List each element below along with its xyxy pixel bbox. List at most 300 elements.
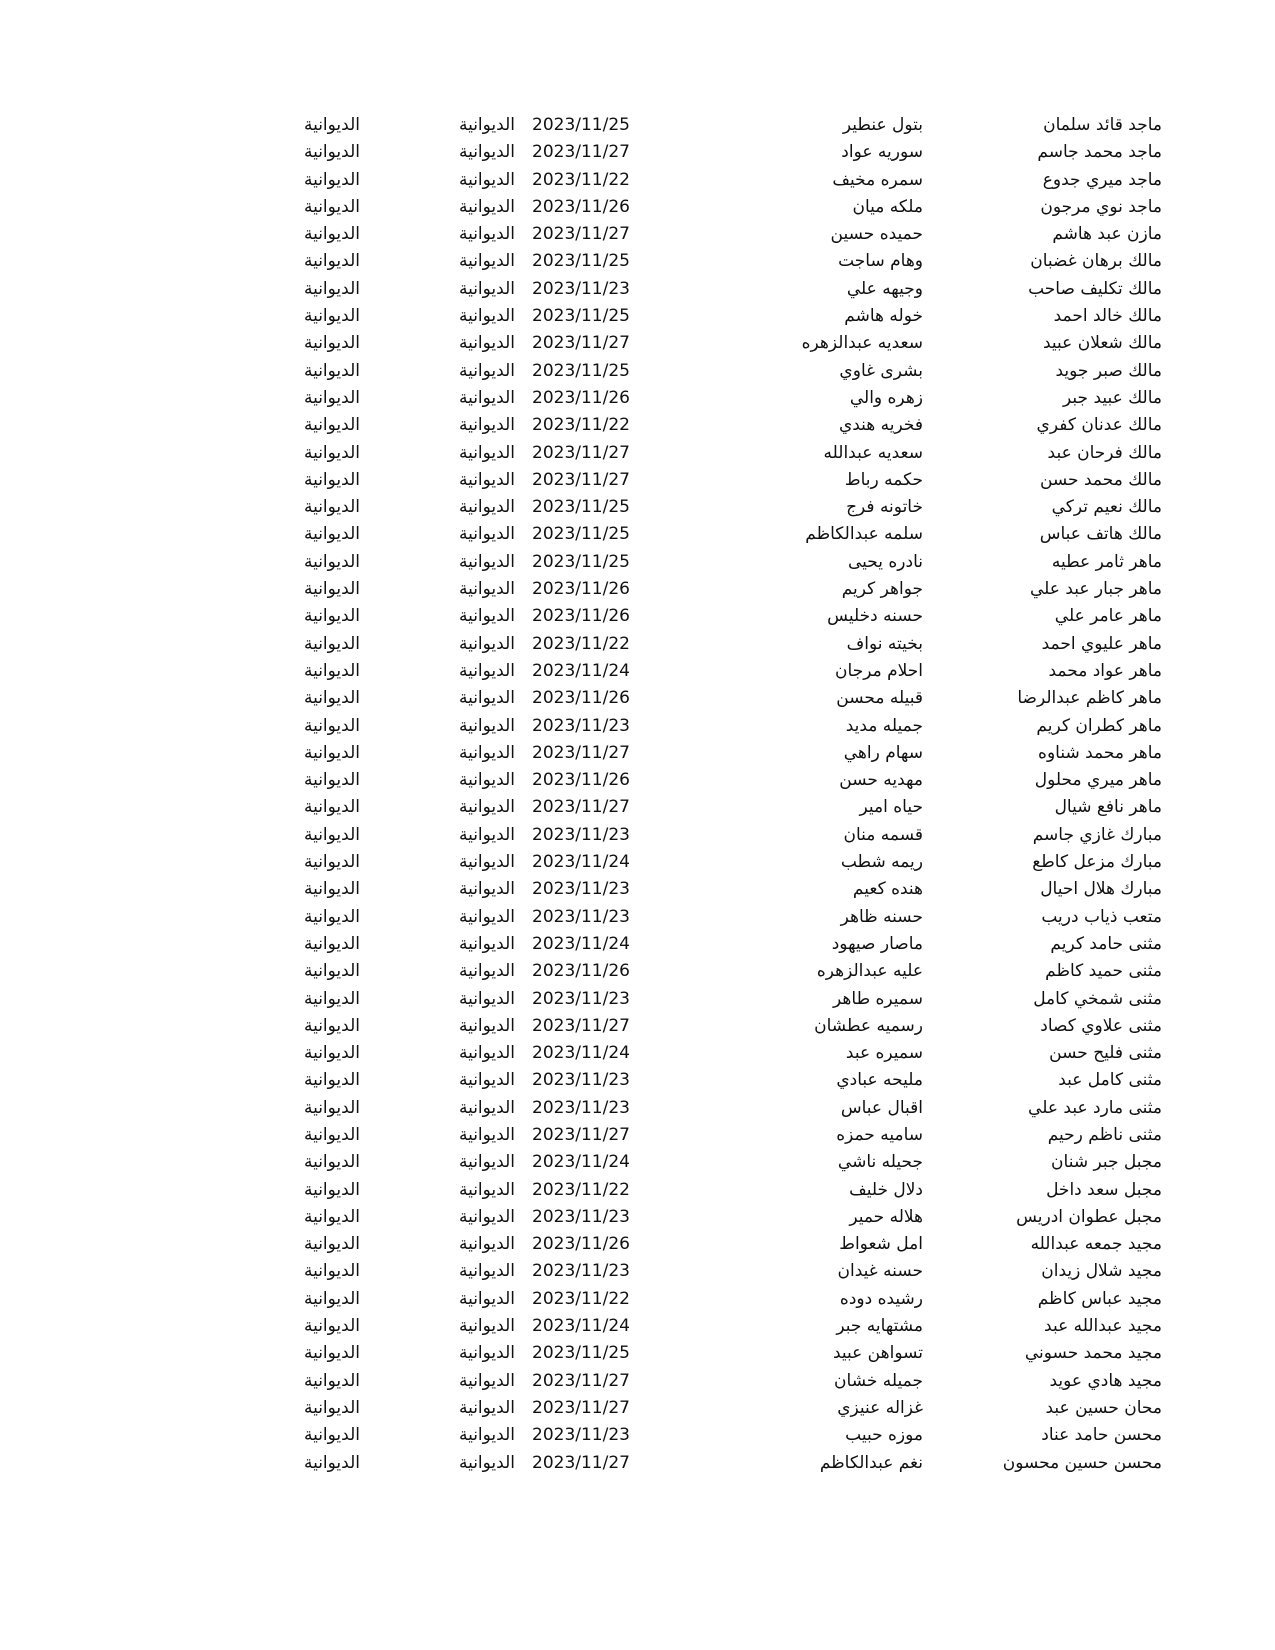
place-value-primary: الديوانية bbox=[458, 715, 515, 736]
place-value-secondary: الديوانية bbox=[303, 497, 360, 518]
place-value-secondary: الديوانية bbox=[303, 1370, 360, 1391]
mother-name: حسنه غيدان bbox=[837, 1261, 923, 1282]
place-value-secondary: الديوانية bbox=[303, 415, 360, 436]
mother-name: اقبال عباس bbox=[840, 1097, 923, 1118]
date-value: 2023/11/25 bbox=[532, 524, 630, 545]
date-value: 2023/11/25 bbox=[532, 306, 630, 327]
table-row bbox=[0, 248, 1275, 275]
mother-name: سميره طاهر bbox=[833, 988, 923, 1009]
table-row bbox=[0, 931, 1275, 958]
date-value: 2023/11/23 bbox=[532, 1206, 630, 1227]
person-name: ماجد نوي مرجون bbox=[1040, 196, 1162, 217]
place-value-secondary: الديوانية bbox=[303, 1452, 360, 1473]
person-name: ماهر عليوي احمد bbox=[1041, 633, 1162, 654]
date-value: 2023/11/22 bbox=[532, 1179, 630, 1200]
person-name: متعب ذياب دريب bbox=[1041, 906, 1162, 927]
mother-name: دلال خليف bbox=[849, 1179, 923, 1200]
place-value-primary: الديوانية bbox=[458, 551, 515, 572]
date-value: 2023/11/27 bbox=[532, 1397, 630, 1418]
date-value: 2023/11/23 bbox=[532, 715, 630, 736]
person-name: ماهر ميري محلول bbox=[1034, 770, 1162, 791]
place-value-primary: الديوانية bbox=[458, 224, 515, 245]
mother-name: سعديه عبدالله bbox=[823, 442, 923, 463]
table-row bbox=[0, 904, 1275, 931]
table-row bbox=[0, 221, 1275, 248]
place-value-secondary: الديوانية bbox=[303, 442, 360, 463]
date-value: 2023/11/27 bbox=[532, 142, 630, 163]
place-value-secondary: الديوانية bbox=[303, 1288, 360, 1309]
place-value-secondary: الديوانية bbox=[303, 1097, 360, 1118]
place-value-primary: الديوانية bbox=[458, 524, 515, 545]
person-name: مثنى حامد كريم bbox=[1050, 933, 1162, 954]
place-value-secondary: الديوانية bbox=[303, 988, 360, 1009]
person-name: ماهر ثامر عطيه bbox=[1051, 551, 1162, 572]
table-row bbox=[0, 1067, 1275, 1094]
table-row bbox=[0, 1204, 1275, 1231]
mother-name: ماصار صيهود bbox=[831, 933, 923, 954]
place-value-secondary: الديوانية bbox=[303, 251, 360, 272]
place-value-primary: الديوانية bbox=[458, 1152, 515, 1173]
place-value-primary: الديوانية bbox=[458, 115, 515, 135]
mother-name: بخيته نواف bbox=[846, 633, 923, 654]
place-value-secondary: الديوانية bbox=[303, 1152, 360, 1173]
person-name: مبارك مزعل كاطع bbox=[1032, 852, 1162, 873]
mother-name: وجيهه علي bbox=[846, 278, 923, 299]
mother-name: وهام ساجت bbox=[838, 251, 923, 272]
place-value-primary: الديوانية bbox=[458, 1234, 515, 1255]
table-row bbox=[0, 1340, 1275, 1367]
table-row bbox=[0, 1040, 1275, 1067]
person-name: مالك خالد احمد bbox=[1053, 306, 1162, 327]
person-name: محسن حسين محسون bbox=[1002, 1452, 1162, 1473]
person-name: مجيد جمعه عبدالله bbox=[1030, 1234, 1162, 1255]
mother-name: حسنه دخليس bbox=[827, 606, 923, 627]
mother-name: ريمه شطب bbox=[840, 852, 923, 873]
person-name: ماهر محمد شناوه bbox=[1038, 742, 1162, 763]
place-value-primary: الديوانية bbox=[458, 1316, 515, 1337]
place-value-primary: الديوانية bbox=[458, 333, 515, 354]
mother-name: جميله خشان bbox=[834, 1370, 923, 1391]
place-value-secondary: الديوانية bbox=[303, 715, 360, 736]
table-row bbox=[0, 549, 1275, 576]
place-value-secondary: الديوانية bbox=[303, 1343, 360, 1364]
person-name: مالك عبيد جبر bbox=[1063, 387, 1162, 408]
date-value: 2023/11/24 bbox=[532, 1152, 630, 1173]
place-value-primary: الديوانية bbox=[458, 633, 515, 654]
date-value: 2023/11/23 bbox=[532, 1425, 630, 1446]
person-name: ماجد ميري جدوع bbox=[1042, 169, 1162, 190]
place-value-secondary: الديوانية bbox=[303, 387, 360, 408]
place-value-secondary: الديوانية bbox=[303, 360, 360, 381]
person-name: مثنى فليح حسن bbox=[1049, 1043, 1162, 1064]
person-name: مجيد عبدالله عبد bbox=[1044, 1316, 1162, 1337]
table-row bbox=[0, 1149, 1275, 1176]
table-row bbox=[0, 631, 1275, 658]
person-name: مجبل سعد داخل bbox=[1046, 1179, 1162, 1200]
place-value-secondary: الديوانية bbox=[303, 278, 360, 299]
mother-name: جحيله ناشي bbox=[837, 1152, 923, 1173]
date-value: 2023/11/27 bbox=[532, 1015, 630, 1036]
table-row bbox=[0, 849, 1275, 876]
date-value: 2023/11/27 bbox=[532, 224, 630, 245]
place-value-secondary: الديوانية bbox=[303, 469, 360, 490]
place-value-secondary: الديوانية bbox=[303, 1015, 360, 1036]
table-row bbox=[0, 603, 1275, 630]
place-value-primary: الديوانية bbox=[458, 251, 515, 272]
table-row bbox=[0, 139, 1275, 166]
table-row bbox=[0, 958, 1275, 985]
place-value-secondary: الديوانية bbox=[303, 879, 360, 900]
place-value-secondary: الديوانية bbox=[303, 169, 360, 190]
place-value-primary: الديوانية bbox=[458, 169, 515, 190]
date-value: 2023/11/24 bbox=[532, 852, 630, 873]
mother-name: ساميه حمزه bbox=[836, 1124, 923, 1145]
person-name: ماجد محمد جاسم bbox=[1037, 142, 1162, 163]
records-list bbox=[0, 112, 1275, 1477]
mother-name: نادره يحيى bbox=[847, 551, 923, 572]
date-value: 2023/11/27 bbox=[532, 742, 630, 763]
place-value-primary: الديوانية bbox=[458, 770, 515, 791]
place-value-secondary: الديوانية bbox=[303, 824, 360, 845]
date-value: 2023/11/26 bbox=[532, 961, 630, 982]
table-row bbox=[0, 276, 1275, 303]
mother-name: غزاله عنيزي bbox=[837, 1397, 923, 1418]
person-name: مالك نعيم تركي bbox=[1051, 497, 1162, 518]
place-value-primary: الديوانية bbox=[458, 606, 515, 627]
person-name: مثنى علاوي كصاد bbox=[1040, 1015, 1162, 1036]
date-value: 2023/11/25 bbox=[532, 360, 630, 381]
place-value-primary: الديوانية bbox=[458, 1425, 515, 1446]
place-value-primary: الديوانية bbox=[458, 1043, 515, 1064]
person-name: مثنى حميد كاظم bbox=[1045, 961, 1162, 982]
date-value: 2023/11/24 bbox=[532, 660, 630, 681]
date-value: 2023/11/23 bbox=[532, 1070, 630, 1091]
date-value: 2023/11/26 bbox=[532, 1234, 630, 1255]
mother-name: جواهر كريم bbox=[841, 579, 923, 600]
person-name: مالك محمد حسن bbox=[1039, 469, 1162, 490]
mother-name: خوله هاشم bbox=[844, 306, 923, 327]
mother-name: هنده كعيم bbox=[852, 879, 923, 900]
date-value: 2023/11/26 bbox=[532, 579, 630, 600]
table-row bbox=[0, 1286, 1275, 1313]
person-name: مالك هاتف عباس bbox=[1039, 524, 1162, 545]
person-name: مثنى شمخي كامل bbox=[1033, 988, 1162, 1009]
table-row bbox=[0, 1095, 1275, 1122]
place-value-primary: الديوانية bbox=[458, 1397, 515, 1418]
place-value-secondary: الديوانية bbox=[303, 797, 360, 818]
table-row bbox=[0, 822, 1275, 849]
table-row bbox=[0, 303, 1275, 330]
date-value: 2023/11/25 bbox=[532, 115, 630, 135]
table-row bbox=[0, 576, 1275, 603]
place-value-primary: الديوانية bbox=[458, 797, 515, 818]
place-value-secondary: الديوانية bbox=[303, 196, 360, 217]
mother-name: سميره عبد bbox=[845, 1043, 923, 1064]
place-value-secondary: الديوانية bbox=[303, 142, 360, 163]
mother-name: سمره مخيف bbox=[832, 169, 923, 190]
date-value: 2023/11/27 bbox=[532, 1124, 630, 1145]
table-row bbox=[0, 767, 1275, 794]
date-value: 2023/11/22 bbox=[532, 1288, 630, 1309]
date-value: 2023/11/23 bbox=[532, 1097, 630, 1118]
person-name: مبارك هلال احيال bbox=[1040, 879, 1162, 900]
mother-name: خاتونه فرج bbox=[846, 497, 923, 518]
place-value-secondary: الديوانية bbox=[303, 688, 360, 709]
place-value-secondary: الديوانية bbox=[303, 1397, 360, 1418]
date-value: 2023/11/25 bbox=[532, 551, 630, 572]
table-row bbox=[0, 986, 1275, 1013]
table-row bbox=[0, 494, 1275, 521]
mother-name: بتول عنطير bbox=[842, 115, 923, 135]
mother-name: هلاله حمير bbox=[849, 1206, 923, 1227]
place-value-secondary: الديوانية bbox=[303, 1043, 360, 1064]
date-value: 2023/11/23 bbox=[532, 1261, 630, 1282]
mother-name: سلمه عبدالكاظم bbox=[805, 524, 923, 545]
mother-name: ملكه ميان bbox=[852, 196, 923, 217]
place-value-primary: الديوانية bbox=[458, 852, 515, 873]
table-row bbox=[0, 194, 1275, 221]
mother-name: سعديه عبدالزهره bbox=[801, 333, 923, 354]
person-name: مثنى كامل عبد bbox=[1058, 1070, 1162, 1091]
place-value-primary: الديوانية bbox=[458, 497, 515, 518]
place-value-secondary: الديوانية bbox=[303, 742, 360, 763]
table-row bbox=[0, 794, 1275, 821]
person-name: مبارك غازي جاسم bbox=[1032, 824, 1162, 845]
place-value-primary: الديوانية bbox=[458, 1343, 515, 1364]
place-value-primary: الديوانية bbox=[458, 1452, 515, 1473]
place-value-secondary: الديوانية bbox=[303, 1261, 360, 1282]
place-value-primary: الديوانية bbox=[458, 387, 515, 408]
date-value: 2023/11/24 bbox=[532, 933, 630, 954]
place-value-primary: الديوانية bbox=[458, 306, 515, 327]
person-name: مازن عبد هاشم bbox=[1052, 224, 1162, 245]
person-name: مالك صبر جويد bbox=[1055, 360, 1162, 381]
mother-name: مهديه حسن bbox=[839, 770, 923, 791]
date-value: 2023/11/25 bbox=[532, 251, 630, 272]
place-value-primary: الديوانية bbox=[458, 142, 515, 163]
place-value-secondary: الديوانية bbox=[303, 633, 360, 654]
date-value: 2023/11/27 bbox=[532, 442, 630, 463]
place-value-primary: الديوانية bbox=[458, 1179, 515, 1200]
mother-name: رسميه عطشان bbox=[814, 1015, 923, 1036]
table-row bbox=[0, 713, 1275, 740]
place-value-primary: الديوانية bbox=[458, 415, 515, 436]
mother-name: عليه عبدالزهره bbox=[816, 961, 923, 982]
person-name: محان حسين عبد bbox=[1045, 1397, 1162, 1418]
mother-name: بشرى غاوي bbox=[839, 360, 923, 381]
date-value: 2023/11/22 bbox=[532, 415, 630, 436]
place-value-primary: الديوانية bbox=[458, 1288, 515, 1309]
mother-name: موزه حبيب bbox=[845, 1425, 923, 1446]
date-value: 2023/11/23 bbox=[532, 988, 630, 1009]
person-name: ماهر عواد محمد bbox=[1048, 660, 1162, 681]
place-value-secondary: الديوانية bbox=[303, 579, 360, 600]
date-value: 2023/11/26 bbox=[532, 196, 630, 217]
place-value-secondary: الديوانية bbox=[303, 906, 360, 927]
date-value: 2023/11/27 bbox=[532, 1452, 630, 1473]
person-name: محسن حامد عناد bbox=[1041, 1425, 1162, 1446]
place-value-secondary: الديوانية bbox=[303, 852, 360, 873]
date-value: 2023/11/23 bbox=[532, 879, 630, 900]
table-row bbox=[0, 167, 1275, 194]
person-name: مجيد عباس كاظم bbox=[1037, 1288, 1162, 1309]
table-row bbox=[0, 1177, 1275, 1204]
date-value: 2023/11/25 bbox=[532, 1343, 630, 1364]
date-value: 2023/11/25 bbox=[532, 497, 630, 518]
date-value: 2023/11/24 bbox=[532, 1043, 630, 1064]
person-name: مجبل جبر شنان bbox=[1051, 1152, 1162, 1173]
date-value: 2023/11/26 bbox=[532, 770, 630, 791]
date-value: 2023/11/26 bbox=[532, 606, 630, 627]
place-value-primary: الديوانية bbox=[458, 906, 515, 927]
person-name: ماهر جبار عبد علي bbox=[1029, 579, 1162, 600]
place-value-secondary: الديوانية bbox=[303, 1070, 360, 1091]
place-value-secondary: الديوانية bbox=[303, 551, 360, 572]
table-row bbox=[0, 1450, 1275, 1477]
place-value-secondary: الديوانية bbox=[303, 306, 360, 327]
place-value-secondary: الديوانية bbox=[303, 115, 360, 135]
table-row bbox=[0, 1122, 1275, 1149]
date-value: 2023/11/24 bbox=[532, 1316, 630, 1337]
place-value-secondary: الديوانية bbox=[303, 1206, 360, 1227]
date-value: 2023/11/23 bbox=[532, 906, 630, 927]
place-value-primary: الديوانية bbox=[458, 824, 515, 845]
place-value-primary: الديوانية bbox=[458, 1015, 515, 1036]
place-value-primary: الديوانية bbox=[458, 1206, 515, 1227]
mother-name: سوريه عواد bbox=[841, 142, 923, 163]
table-row bbox=[0, 1258, 1275, 1285]
table-row bbox=[0, 1422, 1275, 1449]
table-row bbox=[0, 330, 1275, 357]
place-value-secondary: الديوانية bbox=[303, 933, 360, 954]
date-value: 2023/11/27 bbox=[532, 469, 630, 490]
mother-name: جميله مديد bbox=[845, 715, 923, 736]
place-value-primary: الديوانية bbox=[458, 196, 515, 217]
place-value-secondary: الديوانية bbox=[303, 1179, 360, 1200]
mother-name: حكمه رباط bbox=[844, 469, 923, 490]
table-row bbox=[0, 521, 1275, 548]
date-value: 2023/11/27 bbox=[532, 1370, 630, 1391]
person-name: مالك عدنان كفري bbox=[1036, 415, 1162, 436]
place-value-primary: الديوانية bbox=[458, 1370, 515, 1391]
place-value-secondary: الديوانية bbox=[303, 224, 360, 245]
place-value-primary: الديوانية bbox=[458, 933, 515, 954]
table-row bbox=[0, 685, 1275, 712]
place-value-primary: الديوانية bbox=[458, 961, 515, 982]
mother-name: مليحه عبادي bbox=[836, 1070, 923, 1091]
date-value: 2023/11/26 bbox=[532, 387, 630, 408]
table-row bbox=[0, 412, 1275, 439]
date-value: 2023/11/26 bbox=[532, 688, 630, 709]
person-name: مثنى مارد عبد علي bbox=[1028, 1097, 1162, 1118]
place-value-primary: الديوانية bbox=[458, 660, 515, 681]
place-value-primary: الديوانية bbox=[458, 1070, 515, 1091]
person-name: مالك شعلان عبيد bbox=[1043, 333, 1162, 354]
place-value-primary: الديوانية bbox=[458, 442, 515, 463]
place-value-primary: الديوانية bbox=[458, 579, 515, 600]
place-value-primary: الديوانية bbox=[458, 360, 515, 381]
person-name: ماهر نافع شيال bbox=[1054, 797, 1162, 818]
mother-name: تسواهن عبيد bbox=[832, 1343, 923, 1364]
date-value: 2023/11/22 bbox=[532, 169, 630, 190]
date-value: 2023/11/27 bbox=[532, 333, 630, 354]
person-name: مالك تكليف صاحب bbox=[1028, 278, 1162, 299]
date-value: 2023/11/23 bbox=[532, 278, 630, 299]
place-value-secondary: الديوانية bbox=[303, 1316, 360, 1337]
person-name: مجيد هادي عويد bbox=[1049, 1370, 1162, 1391]
table-row bbox=[0, 1013, 1275, 1040]
mother-name: فخريه هندي bbox=[838, 415, 923, 436]
person-name: ماهر عامر علي bbox=[1054, 606, 1162, 627]
place-value-secondary: الديوانية bbox=[303, 1234, 360, 1255]
person-name: مجيد محمد حسوني bbox=[1024, 1343, 1162, 1364]
table-row bbox=[0, 1395, 1275, 1422]
table-row bbox=[0, 385, 1275, 412]
person-name: مجيد شلال زيدان bbox=[1041, 1261, 1162, 1282]
place-value-primary: الديوانية bbox=[458, 742, 515, 763]
place-value-secondary: الديوانية bbox=[303, 660, 360, 681]
person-name: مالك برهان غضبان bbox=[1030, 251, 1162, 272]
date-value: 2023/11/27 bbox=[532, 797, 630, 818]
mother-name: حسنه ظاهر bbox=[840, 906, 923, 927]
person-name: مثنى ناظم رحيم bbox=[1047, 1124, 1162, 1145]
place-value-secondary: الديوانية bbox=[303, 333, 360, 354]
mother-name: رشيده دوده bbox=[839, 1288, 923, 1309]
table-row bbox=[0, 1313, 1275, 1340]
person-name: ماهر كاظم عبدالرضا bbox=[1017, 688, 1162, 709]
place-value-secondary: الديوانية bbox=[303, 524, 360, 545]
table-row bbox=[0, 740, 1275, 767]
table-row bbox=[0, 358, 1275, 385]
person-name: ماجد قائد سلمان bbox=[1043, 115, 1162, 135]
mother-name: قسمه منان bbox=[843, 824, 923, 845]
place-value-secondary: الديوانية bbox=[303, 1124, 360, 1145]
place-value-primary: الديوانية bbox=[458, 879, 515, 900]
table-row bbox=[0, 112, 1275, 139]
mother-name: احلام مرجان bbox=[835, 660, 923, 681]
table-row bbox=[0, 876, 1275, 903]
place-value-secondary: الديوانية bbox=[303, 1425, 360, 1446]
person-name: ماهر كطران كريم bbox=[1036, 715, 1162, 736]
place-value-primary: الديوانية bbox=[458, 1097, 515, 1118]
date-value: 2023/11/23 bbox=[532, 824, 630, 845]
date-value: 2023/11/22 bbox=[532, 633, 630, 654]
mother-name: زهره والي bbox=[849, 387, 923, 408]
table-row bbox=[0, 440, 1275, 467]
place-value-primary: الديوانية bbox=[458, 688, 515, 709]
mother-name: مشتهايه جبر bbox=[836, 1316, 923, 1337]
mother-name: نغم عبدالكاظم bbox=[819, 1452, 923, 1473]
table-row bbox=[0, 1368, 1275, 1395]
place-value-secondary: الديوانية bbox=[303, 961, 360, 982]
table-row bbox=[0, 658, 1275, 685]
mother-name: قبيله محسن bbox=[836, 688, 923, 709]
person-name: مجبل عطوان ادريس bbox=[1016, 1206, 1162, 1227]
place-value-primary: الديوانية bbox=[458, 1261, 515, 1282]
place-value-secondary: الديوانية bbox=[303, 606, 360, 627]
place-value-primary: الديوانية bbox=[458, 278, 515, 299]
mother-name: سهام راهي bbox=[843, 742, 923, 763]
mother-name: حياه امير bbox=[859, 797, 923, 818]
mother-name: حميده حسين bbox=[830, 224, 923, 245]
place-value-primary: الديوانية bbox=[458, 988, 515, 1009]
mother-name: امل شعواط bbox=[839, 1234, 923, 1255]
place-value-primary: الديوانية bbox=[458, 1124, 515, 1145]
place-value-primary: الديوانية bbox=[458, 469, 515, 490]
table-row bbox=[0, 467, 1275, 494]
table-row bbox=[0, 1231, 1275, 1258]
person-name: مالك فرحان عبد bbox=[1047, 442, 1162, 463]
